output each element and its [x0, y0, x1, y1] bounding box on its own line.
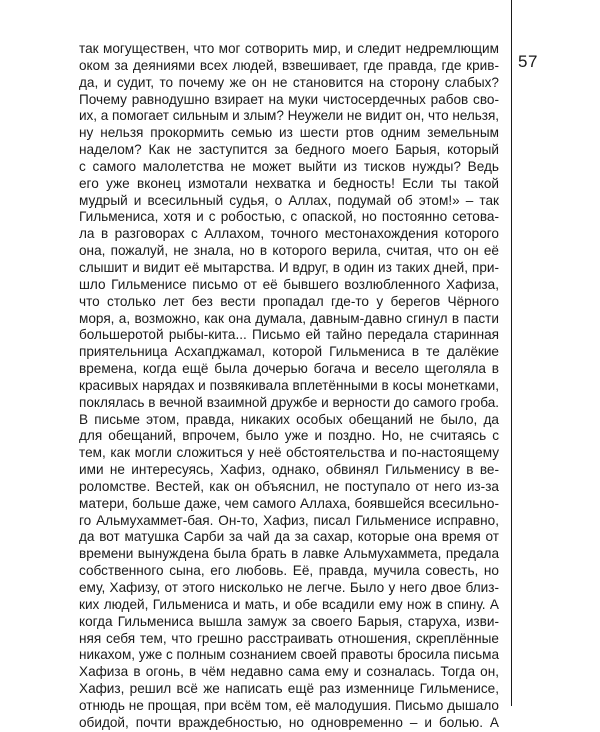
- text-line: отнюдь не прощая, при всём том, её малодушия. Письмо дышало: [79, 697, 499, 713]
- text-line: когда Гильмениса вышла замуж за своего Барыя, старуха, изви-: [79, 613, 499, 629]
- text-line: собственного сына, его любовь. Её, правда, мучила совесть, но: [79, 563, 499, 579]
- text-line: В письме этом, правда, никаких особых обещаний не было, да: [79, 411, 499, 427]
- text-line: Почему равнодушно взирает на муки чистосердечных рабов сво-: [79, 91, 499, 107]
- text-line: она, пожалуй, не знала, но в которого верила, считая, что он её: [79, 243, 499, 259]
- text-line: приятельница Асхапджамал, которой Гильмениса в те далёкие: [79, 344, 499, 360]
- text-line: времени вынуждена была брать в лавке Альмухаммета, предала: [79, 546, 499, 562]
- text-line: красивых нарядах и позвякивала вплетёнными в косы монетками,: [79, 377, 499, 393]
- text-line: да вот матушка Сарби за чай да за сахар, которые она время от: [79, 529, 499, 545]
- text-line: да, и судит, то почему же он не становится на сторону слабых?: [79, 74, 499, 90]
- text-line: слышит и видит её мытарства. И вдруг, в один из таких дней, при-: [79, 259, 499, 275]
- page-number: 57: [518, 52, 538, 71]
- text-line: ла в разговорах с Аллахом, точного местонахождения которого: [79, 226, 499, 242]
- margin-rule: [511, 0, 512, 706]
- text-line: его уже вконец измотали нехватка и бедность! Если ты такой: [79, 175, 499, 191]
- text-line: Хафиза в огонь, в чём недавно сама ему и созналась. Тогда он,: [79, 664, 499, 680]
- text-line: ими не интересуясь, Хафиз, однако, обвинял Гильменису в ве-: [79, 462, 499, 478]
- text-line: ему, Хафизу, от этого нисколько не легче. Было у него двое близ-: [79, 580, 499, 595]
- text-line: Гильмениса, хотя и с робостью, с опаской, но постоянно сетова-: [79, 209, 499, 225]
- text-line: ких людей, Гильмениса и мать, и обе всадили ему нож в спину. А: [79, 596, 499, 612]
- text-line: шло Гильменисе письмо от её бывшего возлюбленного Хафиза,: [79, 276, 499, 292]
- text-line: матери, больше даже, чем самого Аллаха, боявшейся всесильно-: [79, 495, 499, 511]
- text-line: моря, а, возможно, как она думала, давным-давно сгинул в пасти: [79, 310, 499, 326]
- text-line: с самого малолетства не может выйти из тисков нужды? Ведь: [79, 158, 499, 174]
- text-line: так могуществен, что мог сотворить мир, и следит недремлющим: [79, 41, 499, 56]
- text-line: обидой, почти враждебностью, но одновременно – и болью. А: [79, 714, 499, 730]
- text-line: мудрый и всесильный судья, о Аллах, подумай об этом!» – так: [79, 192, 499, 208]
- text-line: поклялась в вечной взаимной дружбе и верности до самого гроба.: [79, 394, 499, 410]
- text-line: го Альмухаммет-бая. Он-то, Хафиз, писал Гильменисе исправно,: [79, 512, 499, 528]
- text-line: для обещаний, впрочем, было уже и поздно. Но, не считаясь с: [79, 428, 499, 444]
- text-line: Хафиз, решил всё же написать ещё раз изменнице Гильменисе,: [79, 681, 499, 697]
- text-line: что столько лет без вести пропадал где-то у берегов Чёрного: [79, 293, 499, 309]
- text-line: тем, как могли сложиться у неё обстоятельства и по-настоящему: [79, 445, 499, 461]
- text-line: оком за деяниями всех людей, взвешивает, где правда, где крив-: [79, 57, 499, 73]
- text-line: большеротой рыбы-кита... Письмо ей тайно передала старинная: [79, 327, 499, 343]
- text-line: роломстве. Вестей, как он объяснил, не поступало от него из-за: [79, 478, 499, 494]
- text-line: никахом, уже с полным сознанием своей правоты бросила письма: [79, 647, 499, 663]
- text-line: их, а помогает сильным и злым? Неужели не видит он, что нельзя,: [79, 108, 499, 124]
- text-line: ну нельзя прокормить семью из шести ртов одним земельным: [79, 125, 499, 141]
- text-line: наделом? Как не заступится за бедного моего Барыя, который: [79, 142, 499, 158]
- text-line: няя себя тем, что грешно расстраивать отношения, скреплённые: [79, 630, 499, 646]
- text-line: времена, когда ещё была дочерью богача и весело щеголяла в: [79, 361, 499, 377]
- body-text: [79, 41, 499, 732]
